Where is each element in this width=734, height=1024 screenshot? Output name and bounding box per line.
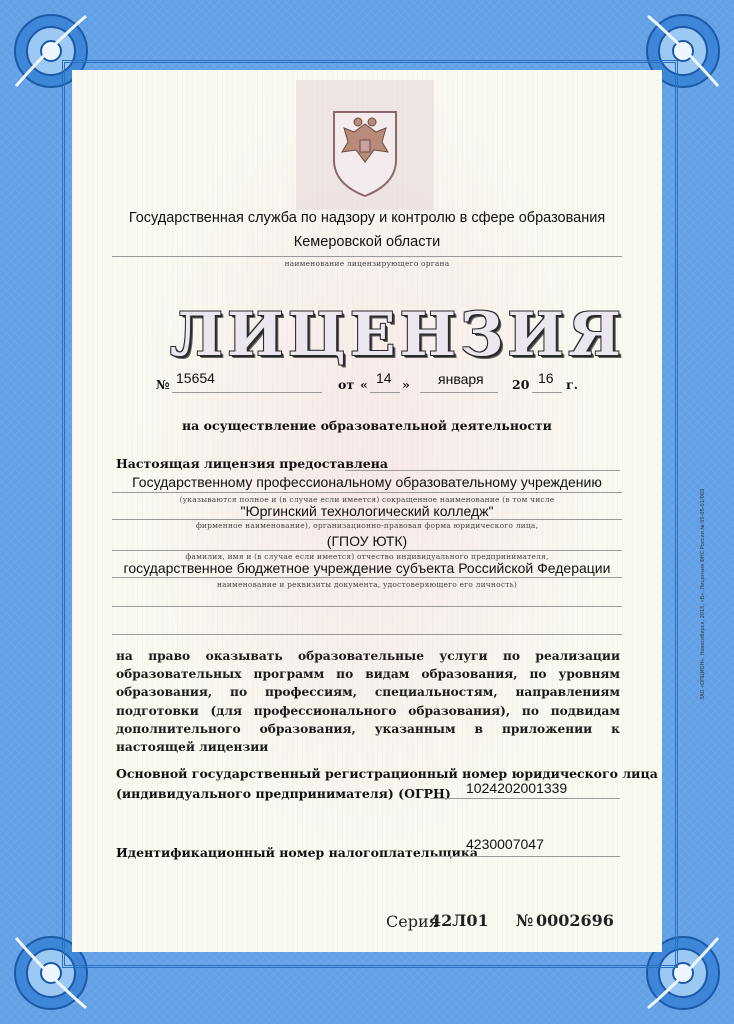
grantee-caption1: (указываются полное и (в случае если имеется) сокращенное наименование (в том числе [179, 495, 555, 504]
grantee-caption3: фамилия, имя и (в случае если имеется) отчество индивидуального предпринимателя, [185, 552, 549, 561]
licensing-authority-line2: Кемеровской области [293, 234, 441, 250]
divider [532, 392, 562, 393]
divider [430, 798, 620, 799]
divider [112, 550, 622, 551]
divider [345, 470, 620, 471]
series-label: Серия [386, 912, 439, 931]
divider [112, 606, 622, 607]
grantee-name-line2: "Юргинский технологический колледж" [240, 503, 494, 519]
license-day: 14 [376, 370, 392, 386]
blank-number-label: № [516, 911, 534, 930]
license-number: 15654 [176, 370, 215, 386]
page-title: ЛИЦЕНЗИЯ [170, 300, 626, 370]
grantee-legal-form: государственное бюджетное учреждение субъекта Российской Федерации [123, 560, 611, 576]
inn-label: Идентификационный номер налогоплательщика [116, 845, 478, 860]
quote-close: » [402, 377, 410, 392]
divider [112, 492, 622, 493]
printer-imprint: ЗАО «ОПЦИОН», Новосибирск, 2015, «Б», Лицензия ФНС России № 05-05-01/003 [700, 488, 706, 700]
grantee-caption2: фирменное наименование), организационно-правовая форма юридического лица, [195, 521, 539, 530]
divider [370, 392, 400, 393]
grantee-intro: Настоящая лицензия предоставлена [116, 456, 388, 471]
grantee-short-name: (ГПОУ ЮТК) [326, 533, 408, 549]
divider [112, 577, 622, 578]
blank-number-value: 0002696 [536, 911, 614, 930]
grantee-caption4: наименование и реквизиты документа, удостоверяющего его личность) [216, 580, 518, 589]
ogrn-label-line1: Основной государственный регистрационный номер юридического лица [116, 766, 658, 781]
license-purpose: на осуществление образовательной деятельности [182, 418, 552, 433]
emblem-panel [296, 80, 434, 210]
year-prefix: 20 [512, 377, 530, 392]
series-value: 42Л01 [430, 911, 489, 930]
divider [112, 256, 622, 257]
license-month: января [438, 371, 484, 387]
grantee-name-line1: Государственному профессиональному образовательному учреждению [132, 474, 602, 490]
divider [112, 634, 622, 635]
rights-paragraph: на право оказывать образовательные услуги по реализации образовательных программ по видам образования, по уровням образования, по профессиям, специальностям, направлениям подготовки (для профессионального образования), по подвидам дополнительного образования, указанным в приложении к настоящей лицензии [116, 649, 620, 755]
divider [430, 856, 620, 857]
inn-value: 4230007047 [466, 836, 544, 852]
coat-of-arms-icon [326, 102, 404, 198]
divider [112, 519, 622, 520]
quote-open: « [360, 377, 368, 392]
from-label: от [338, 377, 355, 392]
divider [420, 392, 498, 393]
number-label: № [156, 377, 170, 392]
ogrn-value: 1024202001339 [466, 780, 568, 796]
license-year: 16 [538, 370, 554, 386]
authority-caption: наименование лицензирующего органа [284, 259, 450, 268]
ogrn-label-line2: (индивидуального предпринимателя) (ОГРН) [116, 786, 451, 801]
divider [172, 392, 322, 393]
year-label: г. [566, 377, 579, 392]
licensing-authority-line1: Государственная служба по надзору и контролю в сфере образования [128, 210, 606, 226]
